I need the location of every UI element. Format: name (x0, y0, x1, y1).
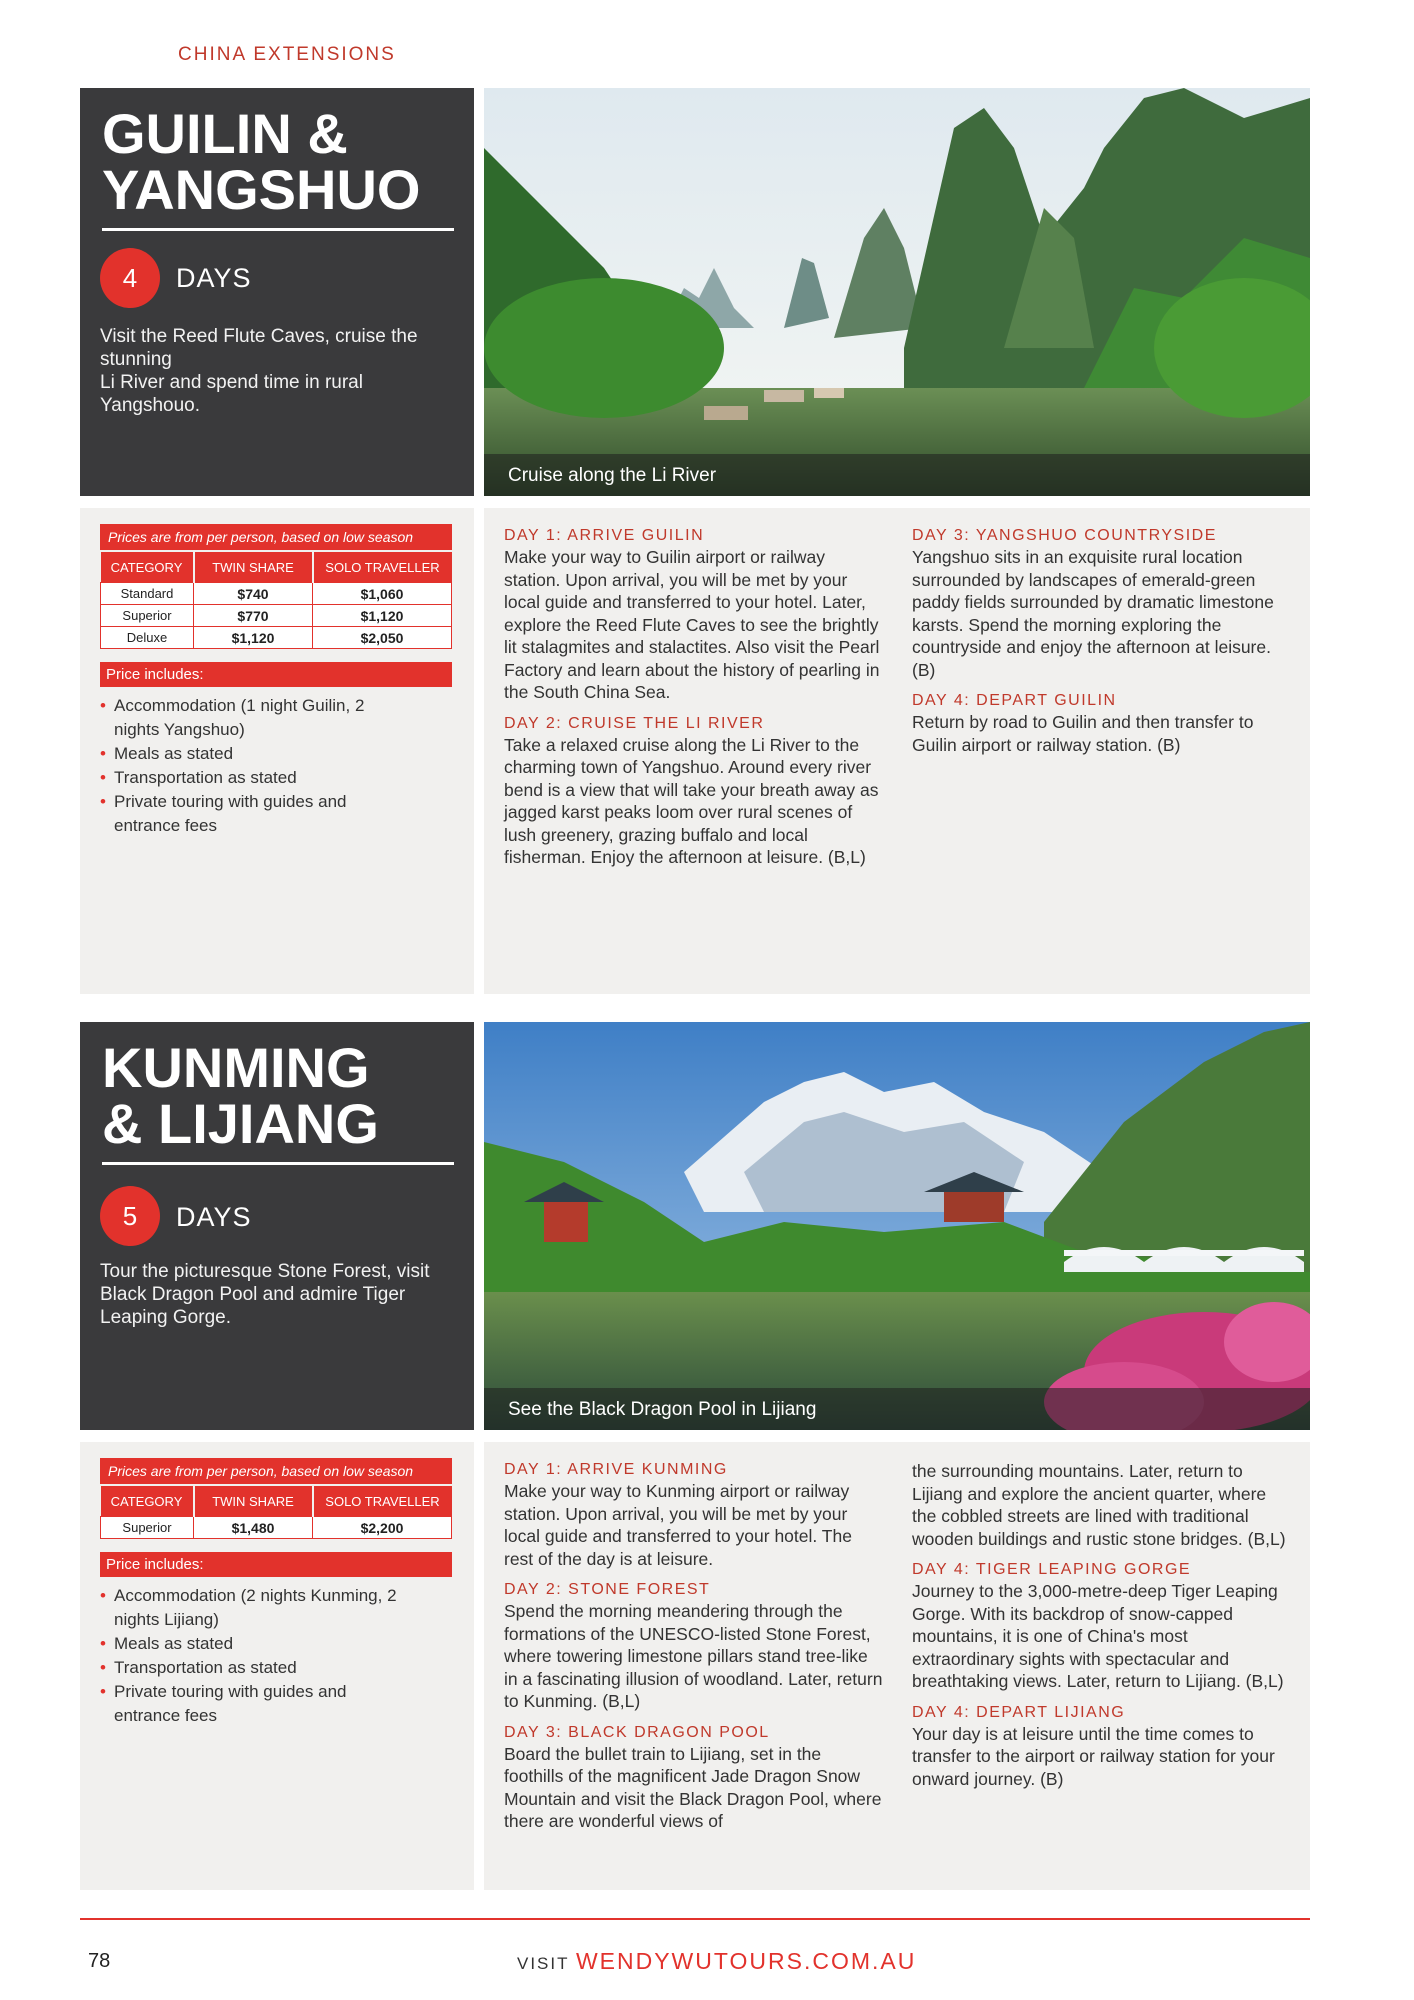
price-solo: $1,060 (313, 583, 452, 605)
list-item: • Private touring with guides and entrance fees (100, 790, 400, 838)
price-category: Deluxe (101, 627, 194, 649)
tour-2-pricing-box (80, 1442, 474, 1890)
website-link[interactable]: WENDYWUTOURS.COM.AU (575, 1948, 917, 1974)
tour-2-days-badge: 5 (100, 1186, 160, 1246)
title-divider (102, 228, 454, 231)
page-number: 78 (88, 1950, 111, 1972)
price-col-header: CATEGORY (101, 1486, 194, 1517)
tour-1-pricing-box (80, 508, 474, 994)
itinerary-day-continued (912, 1460, 1292, 1550)
day-title: DAY 2: CRUISE THE LI RIVER (504, 714, 765, 732)
itinerary-day (504, 714, 884, 869)
price-solo: $2,050 (313, 627, 452, 649)
day-text: Make your way to Kunming airport or railway station. Upon arrival, you will be met by your local guide and transferred to your hotel. The rest of the day is at leisure. (504, 1481, 852, 1569)
tour-2-description: Tour the picturesque Stone Forest, visit Black Dragon Pool and admire Tiger Leaping Gorge. (100, 1261, 430, 1328)
day-title: DAY 3: BLACK DRAGON POOL (504, 1723, 770, 1741)
price-col-header: TWIN SHARE (194, 552, 313, 583)
tour-1-itinerary-box (484, 508, 1310, 994)
list-item: • Accommodation (2 nights Kunming, 2 nights Lijiang) (100, 1584, 400, 1632)
day-text: Your day is at leisure until the time comes to transfer to the airport or railway station for your onward journey. (B) (912, 1723, 1275, 1789)
footer-visit (517, 1948, 916, 1975)
list-item: • Meals as stated (100, 742, 400, 766)
day-text: Take a relaxed cruise along the Li River to the charming town of Yangshuo. Around every river bend is a view that will take your breath away as jagged karst peaks loom over rural scenes of lush greenery, grazing buffalo and local fisherman. Enjoy the afternoon at leisure. (B,L) (504, 734, 879, 867)
itinerary-day (912, 526, 1292, 681)
day-title: DAY 4: DEPART GUILIN (912, 692, 1117, 709)
price-category: Superior (101, 1517, 194, 1539)
visit-label: VISIT (517, 1954, 570, 1973)
itinerary-day (504, 1723, 884, 1833)
price-solo: $1,120 (313, 605, 452, 627)
title-divider (102, 1162, 454, 1165)
itinerary-day (504, 1580, 884, 1713)
tour-1-price-note: Prices are from per person, based on low season (100, 524, 452, 550)
day-text: Make your way to Guilin airport or railway station. Upon arrival, you will be met by your local guide and transferred to your hotel. Later, explore the Reed Flute Caves to see the brightly lit stalagmites and stalactites. Also visit the Pearl Factory and learn about the history of pearling in the South China Sea. (504, 547, 880, 702)
table-row (101, 1517, 452, 1539)
itinerary-day (912, 691, 1292, 756)
black-dragon-pool-image (484, 1022, 1310, 1430)
tour-1-includes-heading: Price includes: (100, 662, 452, 687)
day-title: DAY 1: ARRIVE GUILIN (504, 527, 705, 544)
table-row (101, 583, 452, 605)
section-tag: CHINA EXTENSIONS (178, 44, 396, 65)
day-text: Journey to the 3,000-metre-deep Tiger Leaping Gorge. With its backdrop of snow-capped mountains, it is one of China's most extraordinary sights with spectacular and breathtaking views. Later, return to Lijiang. (B,L) (912, 1581, 1284, 1691)
price-category: Standard (101, 583, 194, 605)
itinerary-column-left (504, 526, 884, 879)
li-river-landscape-image (484, 88, 1310, 496)
tour-2-photo (484, 1022, 1310, 1430)
list-item: • Private touring with guides and entrance fees (100, 1680, 400, 1728)
price-solo: $2,200 (313, 1517, 452, 1539)
tour-2-price-table (100, 1486, 452, 1539)
tour-2-photo-caption: See the Black Dragon Pool in Lijiang (508, 1399, 817, 1420)
footer-divider (80, 1918, 1310, 1920)
price-col-header: SOLO TRAVELLER (313, 1486, 452, 1517)
price-twin: $770 (194, 605, 313, 627)
list-item: • Meals as stated (100, 1632, 400, 1656)
price-twin: $740 (194, 583, 313, 605)
day-text: Return by road to Guilin and then transfer to Guilin airport or railway station. (B) (912, 712, 1254, 755)
tour-2-intro-panel (80, 1022, 474, 1430)
day-title: DAY 1: ARRIVE KUNMING (504, 1461, 728, 1478)
tour-1-description: Visit the Reed Flute Caves, cruise the stunning Li River and spend time in rural Yangshouo. (100, 326, 418, 416)
price-col-header: TWIN SHARE (194, 1486, 313, 1517)
itinerary-column-right (912, 1460, 1292, 1800)
itinerary-column-left (504, 1460, 884, 1843)
tour-2-price-note: Prices are from per person, based on low season (100, 1458, 452, 1484)
list-item: • Transportation as stated (100, 766, 400, 790)
tour-1-photo (484, 88, 1310, 496)
price-col-header: CATEGORY (101, 552, 194, 583)
tour-1-intro-panel (80, 88, 474, 496)
price-col-header: SOLO TRAVELLER (313, 552, 452, 583)
table-row (101, 627, 452, 649)
tour-2-itinerary-box (484, 1442, 1310, 1890)
day-title: DAY 3: YANGSHUO COUNTRYSIDE (912, 527, 1217, 544)
tour-2-includes-list (100, 1584, 400, 1728)
itinerary-day (504, 526, 884, 704)
price-twin: $1,480 (194, 1517, 313, 1539)
tour-1-days-label: DAYS (176, 263, 252, 293)
price-twin: $1,120 (194, 627, 313, 649)
itinerary-day (912, 1703, 1292, 1791)
day-title: DAY 4: DEPART LIJIANG (912, 1703, 1126, 1721)
tour-1-title: GUILIN & YANGSHUO (102, 102, 421, 221)
tour-1-days-badge: 4 (100, 248, 160, 308)
table-row (101, 605, 452, 627)
itinerary-day (912, 1560, 1292, 1693)
day-title: DAY 4: TIGER LEAPING GORGE (912, 1561, 1192, 1578)
tour-2-includes-heading: Price includes: (100, 1552, 452, 1577)
list-item: • Accommodation (1 night Guilin, 2 nights Yangshuo) (100, 694, 400, 742)
day-text: Board the bullet train to Lijiang, set in the foothills of the magnificent Jade Dragon Snow Mountain and visit the Black Dragon Pool, where there are wonderful views of (504, 1743, 882, 1831)
price-category: Superior (101, 605, 194, 627)
day-title: DAY 2: STONE FOREST (504, 1581, 711, 1598)
tour-1-includes-list (100, 694, 400, 838)
day-text: the surrounding mountains. Later, return to Lijiang and explore the ancient quarter, where the cobbled streets are lined with traditional wooden buildings and rustic stone bridges. (B,L) (912, 1461, 1286, 1549)
itinerary-column-right (912, 526, 1292, 766)
tour-2-days-label: DAYS (176, 1202, 252, 1232)
tour-1-price-table (100, 552, 452, 649)
day-text: Spend the morning meandering through the formations of the UNESCO-listed Stone Forest, where towering limestone pillars stand tree-like in a fascinating illusion of woodland. Later, return to Kunming. (B,L) (504, 1601, 883, 1711)
tour-1-photo-caption: Cruise along the Li River (508, 465, 717, 486)
itinerary-day (504, 1460, 884, 1570)
list-item: • Transportation as stated (100, 1656, 400, 1680)
day-text: Yangshuo sits in an exquisite rural location surrounded by landscapes of emerald-green paddy fields surrounded by dramatic limestone karsts. Spend the morning exploring the countryside and enjoy the afternoon at leisure. (B) (912, 547, 1274, 680)
tour-2-title: KUNMING & LIJIANG (102, 1036, 379, 1155)
